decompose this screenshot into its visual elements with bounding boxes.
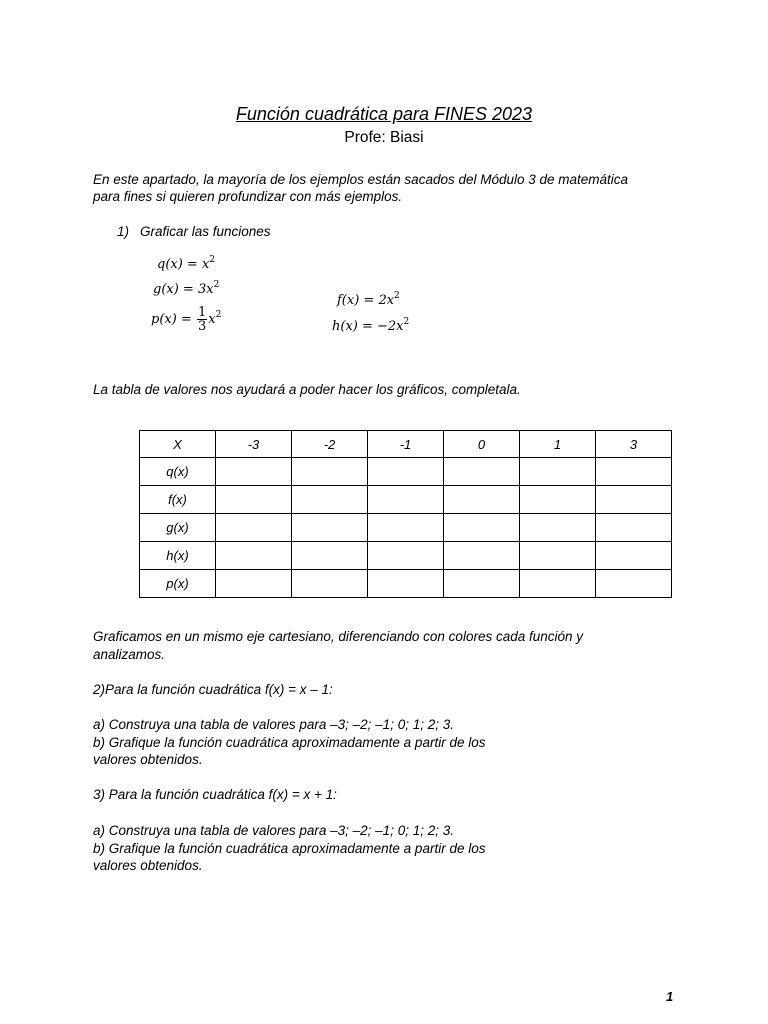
header-cell: 1	[520, 431, 596, 458]
page-subtitle: Profe: Biasi	[344, 129, 424, 146]
function-p-fraction	[197, 306, 207, 333]
table-cell	[292, 542, 368, 570]
row-label: h(x)	[140, 542, 216, 570]
table-cell	[444, 514, 520, 542]
function-p-numerator: 1	[197, 305, 207, 320]
table-cell	[596, 542, 672, 570]
table-cell	[520, 542, 596, 570]
function-h-lhs: h(x) = −2x	[332, 319, 404, 334]
page-title: Función cuadrática para FINES 2023	[235, 104, 533, 124]
item-1-text: Graficar las funciones	[140, 224, 271, 239]
exercise-3-b-line-2: valores obtenidos.	[93, 858, 203, 873]
table-cell	[292, 514, 368, 542]
table-cell	[216, 458, 292, 486]
function-p-lhs: p(x) =	[151, 312, 196, 327]
table-cell	[368, 542, 444, 570]
table-cell	[520, 570, 596, 598]
table-intro: La tabla de valores nos ayudará a poder hacer los gráficos, completala.	[93, 382, 521, 397]
function-h-exponent: 2	[403, 317, 410, 327]
function-g	[153, 280, 219, 297]
header-cell: X	[140, 431, 216, 458]
table-row	[140, 542, 672, 570]
table-cell	[292, 486, 368, 514]
exercise-2-b-line-2: valores obtenidos.	[93, 752, 203, 767]
intro-line-1: En este apartado, la mayoría de los ejemplos están sacados del Módulo 3 de matemática	[93, 172, 629, 187]
table-cell	[292, 458, 368, 486]
function-f-lhs: f(x) = 2x	[337, 293, 395, 308]
function-g-lhs: g(x) = 3x	[153, 282, 214, 297]
function-f	[337, 291, 400, 308]
table-cell	[216, 542, 292, 570]
function-p-denominator: 3	[197, 319, 207, 334]
function-q-exponent: 2	[209, 255, 216, 265]
function-h	[332, 317, 409, 334]
item-1-number: 1)	[117, 224, 130, 239]
table-cell	[444, 486, 520, 514]
table-row	[140, 486, 672, 514]
table-cell	[292, 570, 368, 598]
table-cell	[596, 570, 672, 598]
function-q-lhs: q(x) = x	[157, 257, 210, 272]
table-row	[140, 514, 672, 542]
exercise-2-title: 2)Para la función cuadrática f(x) = x – 1:	[93, 682, 333, 697]
graph-text-line-1: Graficamos en un mismo eje cartesiano, diferenciando con colores cada función y	[93, 629, 584, 644]
row-label: f(x)	[140, 486, 216, 514]
header-cell: -3	[216, 431, 292, 458]
table-cell	[216, 514, 292, 542]
values-table	[139, 430, 672, 598]
table-cell	[368, 458, 444, 486]
table-cell	[368, 486, 444, 514]
table-cell	[596, 486, 672, 514]
header-cell: -2	[292, 431, 368, 458]
row-label: p(x)	[140, 570, 216, 598]
table-header-row	[140, 431, 672, 458]
exercise-3-title: 3) Para la función cuadrática f(x) = x + 1:	[93, 787, 337, 802]
header-cell: 3	[596, 431, 672, 458]
table-cell	[216, 486, 292, 514]
exercise-3-a: a) Construya una tabla de valores para –3; –2; –1; 0; 1; 2; 3.	[93, 823, 454, 838]
table-cell	[368, 514, 444, 542]
row-label: g(x)	[140, 514, 216, 542]
table-row	[140, 570, 672, 598]
table-cell	[444, 458, 520, 486]
table-cell	[596, 514, 672, 542]
graph-text-line-2: analizamos.	[93, 647, 166, 662]
table-cell	[444, 570, 520, 598]
table-cell	[368, 570, 444, 598]
page-number: 1	[666, 989, 674, 1004]
function-p-rhs: x	[208, 312, 216, 327]
table-cell	[520, 458, 596, 486]
table-cell	[596, 458, 672, 486]
header-cell: -1	[368, 431, 444, 458]
table-cell	[216, 570, 292, 598]
table-row	[140, 458, 672, 486]
table-cell	[444, 542, 520, 570]
table-cell	[520, 514, 596, 542]
exercise-2-b-line-1: b) Grafique la función cuadrática aproximadamente a partir de los	[93, 735, 486, 750]
exercise-3-b-line-1: b) Grafique la función cuadrática aproximadamente a partir de los	[93, 841, 486, 856]
header-cell: 0	[444, 431, 520, 458]
function-p	[151, 306, 221, 333]
intro-line-2: para fines si quieren profundizar con más ejemplos.	[93, 189, 403, 204]
row-label: q(x)	[140, 458, 216, 486]
function-g-exponent: 2	[213, 280, 220, 290]
function-p-exponent: 2	[215, 310, 222, 320]
function-q	[157, 255, 215, 272]
function-f-exponent: 2	[394, 291, 400, 301]
exercise-2-a: a) Construya una tabla de valores para –3; –2; –1; 0; 1; 2; 3.	[93, 717, 454, 732]
table-cell	[520, 486, 596, 514]
